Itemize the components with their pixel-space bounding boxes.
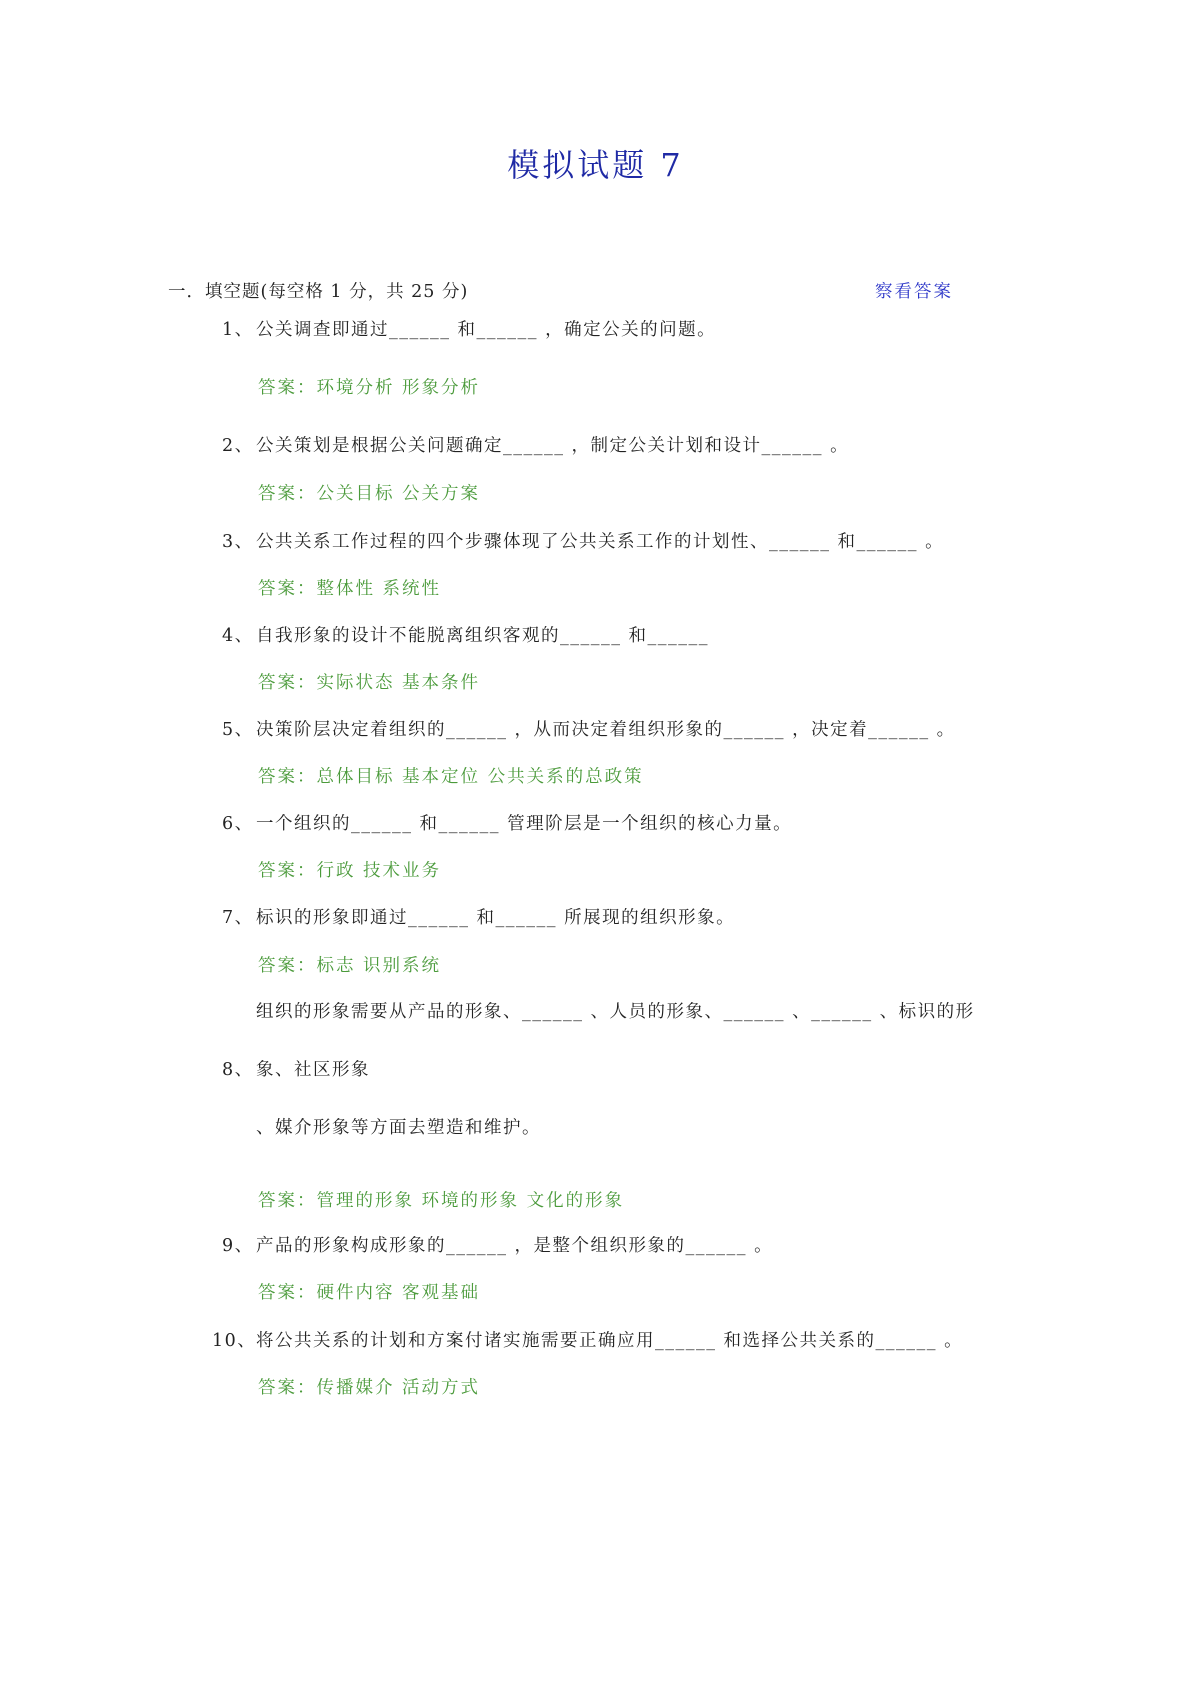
- question-text: 公关策划是根据公关问题确定______ ，制定公关计划和设计______ 。: [256, 436, 850, 456]
- answer-9: 答案：硬件内容 客观基础: [258, 1283, 481, 1303]
- question-9: [222, 1232, 773, 1257]
- question-text: 自我形象的设计不能脱离组织客观的______ 和______: [256, 626, 710, 646]
- question-8-pre: 组织的形象需要从产品的形象、______ 、人员的形象、______ 、______ 、标识的形: [256, 1002, 975, 1022]
- question-text: 将公共关系的计划和方案付诸实施需要正确应用______ 和选择公共关系的______ 。: [256, 1331, 964, 1351]
- question-number: 10、: [212, 1331, 257, 1351]
- answer-8: 答案：管理的形象 环境的形象 文化的形象: [258, 1191, 625, 1211]
- question-1: [222, 316, 716, 341]
- question-number: 8、: [222, 1060, 254, 1080]
- question-3: [222, 528, 944, 553]
- question-8-post: 、媒介形象等方面去塑造和维护。: [256, 1118, 541, 1138]
- question-10: [212, 1327, 963, 1352]
- question-number: 9、: [222, 1236, 254, 1256]
- page-title: 模拟试题 7: [507, 146, 684, 184]
- view-answers-link[interactable]: 察看答案: [875, 282, 953, 302]
- answer-2: 答案：公关目标 公关方案: [258, 484, 481, 504]
- question-number: 3、: [222, 532, 254, 552]
- answer-5: 答案：总体目标 基本定位 公共关系的总政策: [258, 767, 644, 787]
- answer-10: 答案：传播媒介 活动方式: [258, 1378, 481, 1398]
- question-number: 1、: [222, 320, 254, 340]
- question-text: 一个组织的______ 和______ 管理阶层是一个组织的核心力量。: [256, 814, 793, 834]
- question-8: [222, 1056, 370, 1081]
- question-text: 象、社区形象: [256, 1060, 370, 1080]
- question-text: 产品的形象构成形象的______ ，是整个组织形象的______ 。: [256, 1236, 774, 1256]
- answer-4: 答案：实际状态 基本条件: [258, 673, 481, 693]
- question-6: [222, 810, 792, 835]
- answer-6: 答案：行政 技术业务: [258, 861, 442, 881]
- question-4: [222, 622, 709, 647]
- question-text: 公共关系工作过程的四个步骤体现了公共关系工作的计划性、______ 和______ 。: [256, 532, 945, 552]
- question-2: [222, 432, 849, 457]
- question-5: [222, 716, 956, 741]
- section-heading: 一．填空题(每空格 1 分，共 25 分): [168, 282, 469, 302]
- question-number: 4、: [222, 626, 254, 646]
- answer-7: 答案：标志 识别系统: [258, 956, 442, 976]
- answer-1: 答案：环境分析 形象分析: [258, 378, 481, 398]
- question-number: 6、: [222, 814, 254, 834]
- question-text: 标识的形象即通过______ 和______ 所展现的组织形象。: [256, 908, 736, 928]
- question-number: 2、: [222, 436, 254, 456]
- question-number: 7、: [222, 908, 254, 928]
- question-text: 决策阶层决定着组织的______ ，从而决定着组织形象的______ ，决定着______ 。: [256, 720, 956, 740]
- question-7: [222, 904, 735, 929]
- question-text: 公关调查即通过______ 和______ ，确定公关的问题。: [256, 320, 717, 340]
- answer-3: 答案：整体性 系统性: [258, 579, 442, 599]
- question-number: 5、: [222, 720, 254, 740]
